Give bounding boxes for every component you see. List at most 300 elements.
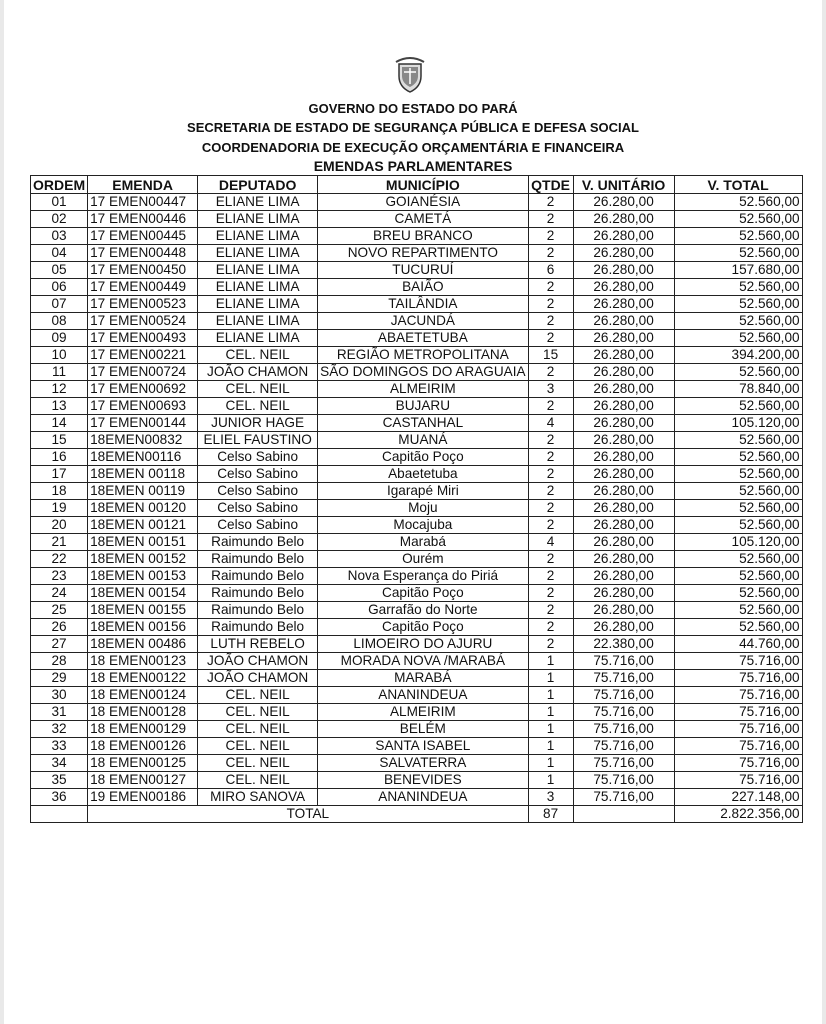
table-row (31, 245, 803, 262)
row-municipio: SANTA ISABEL (318, 738, 528, 755)
row-deputado: Raimundo Belo (198, 619, 318, 636)
total-label: TOTAL (88, 806, 528, 823)
row-municipio: SALVATERRA (318, 755, 528, 772)
row-ordem: 04 (31, 245, 88, 262)
table-row (31, 228, 803, 245)
row-municipio: BAIÃO (318, 279, 528, 296)
row-ordem: 03 (31, 228, 88, 245)
row-deputado: CEL. NEIL (198, 687, 318, 704)
row-valor-unitario: 26.280,00 (573, 279, 674, 296)
row-deputado: ELIEL FAUSTINO (198, 432, 318, 449)
row-ordem: 23 (31, 568, 88, 585)
row-municipio: ALMEIRIM (318, 704, 528, 721)
row-emenda: 18EMEN 00151 (88, 534, 198, 551)
table-row (31, 568, 803, 585)
row-deputado: JOÃO CHAMON (198, 670, 318, 687)
row-ordem: 32 (31, 721, 88, 738)
row-ordem: 28 (31, 653, 88, 670)
row-valor-total: 52.560,00 (674, 364, 802, 381)
row-emenda: 17 EMEN00446 (88, 211, 198, 228)
header-secretariat: SECRETARIA DE ESTADO DE SEGURANÇA PÚBLICA E DEFESA SOCIAL (187, 120, 639, 135)
row-qtde: 3 (528, 381, 573, 398)
table-row (31, 670, 803, 687)
row-municipio: TUCURUÍ (318, 262, 528, 279)
row-emenda: 19 EMEN00186 (88, 789, 198, 806)
row-qtde: 2 (528, 296, 573, 313)
row-municipio: Mocajuba (318, 517, 528, 534)
row-valor-total: 394.200,00 (674, 347, 802, 364)
row-valor-unitario: 26.280,00 (573, 364, 674, 381)
row-valor-unitario: 26.280,00 (573, 245, 674, 262)
row-deputado: Raimundo Belo (198, 568, 318, 585)
row-valor-unitario: 75.716,00 (573, 653, 674, 670)
row-ordem: 16 (31, 449, 88, 466)
table-row (31, 517, 803, 534)
column-header-emenda: EMENDA (88, 176, 198, 194)
row-deputado: Raimundo Belo (198, 602, 318, 619)
row-deputado: CEL. NEIL (198, 738, 318, 755)
row-municipio: MARABÁ (318, 670, 528, 687)
table-row (31, 687, 803, 704)
row-deputado: Raimundo Belo (198, 534, 318, 551)
table-row (31, 534, 803, 551)
row-municipio: GOIANÉSIA (318, 194, 528, 211)
row-ordem: 11 (31, 364, 88, 381)
total-spacer (31, 806, 88, 823)
row-deputado: ELIANE LIMA (198, 313, 318, 330)
row-deputado: ELIANE LIMA (198, 330, 318, 347)
row-municipio: Capitão Poço (318, 619, 528, 636)
row-emenda: 18EMEN00832 (88, 432, 198, 449)
row-ordem: 35 (31, 772, 88, 789)
table-row (31, 636, 803, 653)
row-emenda: 17 EMEN00693 (88, 398, 198, 415)
table-row (31, 551, 803, 568)
row-deputado: ELIANE LIMA (198, 228, 318, 245)
table-row (31, 279, 803, 296)
row-ordem: 08 (31, 313, 88, 330)
row-municipio: ALMEIRIM (318, 381, 528, 398)
table-row (31, 483, 803, 500)
row-emenda: 18EMEN 00155 (88, 602, 198, 619)
row-valor-total: 52.560,00 (674, 330, 802, 347)
row-valor-total: 52.560,00 (674, 194, 802, 211)
row-ordem: 12 (31, 381, 88, 398)
row-deputado: ELIANE LIMA (198, 245, 318, 262)
row-emenda: 17 EMEN00450 (88, 262, 198, 279)
table-row (31, 466, 803, 483)
row-ordem: 25 (31, 602, 88, 619)
row-municipio: Abaetetuba (318, 466, 528, 483)
row-valor-total: 75.716,00 (674, 772, 802, 789)
row-valor-total: 52.560,00 (674, 517, 802, 534)
row-municipio: Igarapé Miri (318, 483, 528, 500)
total-value: 2.822.356,00 (674, 806, 802, 823)
row-valor-unitario: 75.716,00 (573, 755, 674, 772)
table-row (31, 432, 803, 449)
row-qtde: 1 (528, 670, 573, 687)
row-qtde: 2 (528, 279, 573, 296)
row-ordem: 06 (31, 279, 88, 296)
row-valor-unitario: 26.280,00 (573, 381, 674, 398)
table-row (31, 313, 803, 330)
row-emenda: 18EMEN 00156 (88, 619, 198, 636)
row-emenda: 18 EMEN00122 (88, 670, 198, 687)
row-municipio: REGIÃO METROPOLITANA (318, 347, 528, 364)
row-emenda: 18 EMEN00124 (88, 687, 198, 704)
row-qtde: 1 (528, 704, 573, 721)
row-valor-unitario: 26.280,00 (573, 228, 674, 245)
row-valor-unitario: 26.280,00 (573, 313, 674, 330)
row-qtde: 2 (528, 194, 573, 211)
row-valor-total: 227.148,00 (674, 789, 802, 806)
row-emenda: 17 EMEN00445 (88, 228, 198, 245)
row-deputado: CEL. NEIL (198, 755, 318, 772)
row-emenda: 18EMEN 00118 (88, 466, 198, 483)
row-ordem: 22 (31, 551, 88, 568)
row-emenda: 18 EMEN00125 (88, 755, 198, 772)
row-municipio: Capitão Poço (318, 449, 528, 466)
row-qtde: 2 (528, 432, 573, 449)
table-row (31, 738, 803, 755)
row-qtde: 1 (528, 738, 573, 755)
row-emenda: 17 EMEN00447 (88, 194, 198, 211)
row-valor-total: 52.560,00 (674, 602, 802, 619)
row-valor-total: 75.716,00 (674, 687, 802, 704)
row-emenda: 17 EMEN00692 (88, 381, 198, 398)
table-row (31, 262, 803, 279)
row-deputado: ELIANE LIMA (198, 194, 318, 211)
row-municipio: Moju (318, 500, 528, 517)
row-valor-total: 52.560,00 (674, 313, 802, 330)
row-qtde: 2 (528, 585, 573, 602)
row-deputado: CEL. NEIL (198, 381, 318, 398)
row-qtde: 6 (528, 262, 573, 279)
row-municipio: ANANINDEUA (318, 789, 528, 806)
row-ordem: 18 (31, 483, 88, 500)
row-ordem: 34 (31, 755, 88, 772)
row-valor-total: 75.716,00 (674, 704, 802, 721)
row-valor-total: 52.560,00 (674, 551, 802, 568)
row-municipio: BUJARU (318, 398, 528, 415)
table-row (31, 602, 803, 619)
row-valor-unitario: 26.280,00 (573, 585, 674, 602)
row-qtde: 2 (528, 602, 573, 619)
row-qtde: 2 (528, 313, 573, 330)
row-valor-total: 52.560,00 (674, 228, 802, 245)
row-emenda: 18EMEN 00152 (88, 551, 198, 568)
total-unit-empty (573, 806, 674, 823)
row-ordem: 09 (31, 330, 88, 347)
row-valor-total: 78.840,00 (674, 381, 802, 398)
row-deputado: JOÃO CHAMON (198, 653, 318, 670)
row-ordem: 29 (31, 670, 88, 687)
row-valor-unitario: 26.280,00 (573, 534, 674, 551)
row-valor-unitario: 26.280,00 (573, 619, 674, 636)
row-municipio: NOVO REPARTIMENTO (318, 245, 528, 262)
row-qtde: 2 (528, 517, 573, 534)
row-municipio: SÃO DOMINGOS DO ARAGUAIA (318, 364, 528, 381)
state-coat-of-arms-icon (393, 54, 427, 94)
row-valor-unitario: 75.716,00 (573, 687, 674, 704)
row-valor-total: 52.560,00 (674, 245, 802, 262)
row-deputado: CEL. NEIL (198, 772, 318, 789)
row-municipio: BREU BRANCO (318, 228, 528, 245)
row-deputado: ELIANE LIMA (198, 279, 318, 296)
row-valor-unitario: 75.716,00 (573, 772, 674, 789)
table-row (31, 653, 803, 670)
row-emenda: 18EMEN 00153 (88, 568, 198, 585)
row-municipio: Capitão Poço (318, 585, 528, 602)
row-valor-total: 52.560,00 (674, 279, 802, 296)
row-valor-total: 75.716,00 (674, 721, 802, 738)
row-deputado: Celso Sabino (198, 500, 318, 517)
row-municipio: MORADA NOVA /MARABÁ (318, 653, 528, 670)
row-deputado: JUNIOR HAGE (198, 415, 318, 432)
column-header-valor-total: V. TOTAL (674, 176, 802, 194)
row-municipio: BENEVIDES (318, 772, 528, 789)
row-emenda: 17 EMEN00724 (88, 364, 198, 381)
table-header-row (31, 176, 803, 194)
row-valor-total: 75.716,00 (674, 653, 802, 670)
row-emenda: 18 EMEN00126 (88, 738, 198, 755)
row-valor-unitario: 26.280,00 (573, 432, 674, 449)
row-valor-unitario: 26.280,00 (573, 551, 674, 568)
column-header-valor-unitario: V. UNITÁRIO (573, 176, 674, 194)
row-valor-total: 75.716,00 (674, 738, 802, 755)
row-valor-unitario: 26.280,00 (573, 194, 674, 211)
row-valor-total: 52.560,00 (674, 449, 802, 466)
row-municipio: Nova Esperança do Piriá (318, 568, 528, 585)
amendments-table (30, 175, 803, 823)
header-government: GOVERNO DO ESTADO DO PARÁ (308, 101, 518, 116)
row-ordem: 10 (31, 347, 88, 364)
row-valor-unitario: 26.280,00 (573, 398, 674, 415)
row-ordem: 31 (31, 704, 88, 721)
row-valor-unitario: 26.280,00 (573, 483, 674, 500)
total-row (31, 806, 803, 823)
row-qtde: 15 (528, 347, 573, 364)
row-valor-unitario: 26.280,00 (573, 262, 674, 279)
table-row (31, 381, 803, 398)
row-emenda: 17 EMEN00524 (88, 313, 198, 330)
row-municipio: BELÉM (318, 721, 528, 738)
row-ordem: 26 (31, 619, 88, 636)
table-row (31, 296, 803, 313)
row-ordem: 27 (31, 636, 88, 653)
row-valor-unitario: 75.716,00 (573, 738, 674, 755)
row-municipio: CASTANHAL (318, 415, 528, 432)
row-emenda: 18EMEN 00486 (88, 636, 198, 653)
row-qtde: 1 (528, 755, 573, 772)
row-qtde: 2 (528, 483, 573, 500)
row-ordem: 02 (31, 211, 88, 228)
row-qtde: 2 (528, 568, 573, 585)
table-row (31, 500, 803, 517)
row-deputado: Raimundo Belo (198, 551, 318, 568)
row-valor-unitario: 26.280,00 (573, 602, 674, 619)
row-deputado: CEL. NEIL (198, 704, 318, 721)
row-valor-unitario: 26.280,00 (573, 211, 674, 228)
document-title: EMENDAS PARLAMENTARES (313, 158, 513, 174)
row-municipio: Ourém (318, 551, 528, 568)
row-valor-unitario: 75.716,00 (573, 704, 674, 721)
row-emenda: 18 EMEN00127 (88, 772, 198, 789)
row-municipio: JACUNDÁ (318, 313, 528, 330)
row-deputado: Celso Sabino (198, 449, 318, 466)
table-row (31, 194, 803, 211)
row-deputado: CEL. NEIL (198, 398, 318, 415)
table-row (31, 619, 803, 636)
column-header-deputado: DEPUTADO (198, 176, 318, 194)
row-valor-unitario: 22.380,00 (573, 636, 674, 653)
header-coordination: COORDENADORIA DE EXECUÇÃO ORÇAMENTÁRIA E FINANCEIRA (201, 140, 625, 155)
row-emenda: 17 EMEN00493 (88, 330, 198, 347)
row-qtde: 2 (528, 449, 573, 466)
row-valor-unitario: 26.280,00 (573, 415, 674, 432)
row-municipio: LIMOEIRO DO AJURU (318, 636, 528, 653)
row-emenda: 18EMEN 00119 (88, 483, 198, 500)
row-ordem: 07 (31, 296, 88, 313)
row-ordem: 01 (31, 194, 88, 211)
column-header-municipio: MUNICÍPIO (318, 176, 528, 194)
row-deputado: Celso Sabino (198, 483, 318, 500)
row-qtde: 2 (528, 364, 573, 381)
row-qtde: 2 (528, 211, 573, 228)
row-valor-total: 157.680,00 (674, 262, 802, 279)
row-municipio: MUANÁ (318, 432, 528, 449)
row-valor-unitario: 75.716,00 (573, 670, 674, 687)
total-qtde: 87 (528, 806, 573, 823)
table-row (31, 585, 803, 602)
row-valor-unitario: 75.716,00 (573, 789, 674, 806)
row-deputado: LUTH REBELO (198, 636, 318, 653)
row-valor-total: 52.560,00 (674, 500, 802, 517)
table-body (31, 194, 803, 806)
row-deputado: CEL. NEIL (198, 347, 318, 364)
row-qtde: 2 (528, 636, 573, 653)
table-row (31, 772, 803, 789)
row-valor-unitario: 26.280,00 (573, 449, 674, 466)
row-municipio: TAILÂNDIA (318, 296, 528, 313)
row-valor-total: 105.120,00 (674, 415, 802, 432)
row-qtde: 1 (528, 772, 573, 789)
row-emenda: 18EMEN00116 (88, 449, 198, 466)
row-emenda: 17 EMEN00523 (88, 296, 198, 313)
table-row (31, 755, 803, 772)
row-deputado: Celso Sabino (198, 517, 318, 534)
row-deputado: MIRO SANOVA (198, 789, 318, 806)
row-qtde: 2 (528, 500, 573, 517)
column-header-ordem: ORDEM (31, 176, 88, 194)
row-emenda: 17 EMEN00144 (88, 415, 198, 432)
row-valor-unitario: 26.280,00 (573, 517, 674, 534)
row-qtde: 3 (528, 789, 573, 806)
row-qtde: 2 (528, 551, 573, 568)
row-emenda: 18 EMEN00123 (88, 653, 198, 670)
row-ordem: 20 (31, 517, 88, 534)
row-emenda: 18 EMEN00129 (88, 721, 198, 738)
row-valor-unitario: 26.280,00 (573, 466, 674, 483)
row-emenda: 17 EMEN00448 (88, 245, 198, 262)
row-qtde: 1 (528, 653, 573, 670)
table-row (31, 704, 803, 721)
row-valor-unitario: 26.280,00 (573, 330, 674, 347)
row-deputado: Celso Sabino (198, 466, 318, 483)
table-row (31, 449, 803, 466)
row-emenda: 18 EMEN00128 (88, 704, 198, 721)
table-row (31, 211, 803, 228)
row-emenda: 18EMEN 00120 (88, 500, 198, 517)
row-valor-total: 52.560,00 (674, 585, 802, 602)
table-row (31, 789, 803, 806)
row-valor-total: 75.716,00 (674, 670, 802, 687)
table-row (31, 347, 803, 364)
row-qtde: 2 (528, 619, 573, 636)
row-municipio: CAMETÁ (318, 211, 528, 228)
row-qtde: 2 (528, 228, 573, 245)
row-valor-unitario: 26.280,00 (573, 296, 674, 313)
row-valor-total: 105.120,00 (674, 534, 802, 551)
row-valor-total: 52.560,00 (674, 568, 802, 585)
row-deputado: JOÃO CHAMON (198, 364, 318, 381)
row-valor-unitario: 26.280,00 (573, 347, 674, 364)
row-emenda: 17 EMEN00221 (88, 347, 198, 364)
row-qtde: 4 (528, 534, 573, 551)
row-valor-unitario: 26.280,00 (573, 500, 674, 517)
row-emenda: 18EMEN 00121 (88, 517, 198, 534)
row-valor-total: 44.760,00 (674, 636, 802, 653)
row-valor-total: 52.560,00 (674, 398, 802, 415)
row-ordem: 21 (31, 534, 88, 551)
column-header-qtde: QTDE (528, 176, 573, 194)
row-municipio: ABAETETUBA (318, 330, 528, 347)
row-valor-total: 52.560,00 (674, 211, 802, 228)
row-ordem: 17 (31, 466, 88, 483)
row-valor-unitario: 75.716,00 (573, 721, 674, 738)
row-emenda: 18EMEN 00154 (88, 585, 198, 602)
table-row (31, 398, 803, 415)
row-qtde: 2 (528, 245, 573, 262)
row-ordem: 33 (31, 738, 88, 755)
row-ordem: 15 (31, 432, 88, 449)
row-ordem: 19 (31, 500, 88, 517)
row-deputado: Raimundo Belo (198, 585, 318, 602)
row-valor-unitario: 26.280,00 (573, 568, 674, 585)
row-ordem: 14 (31, 415, 88, 432)
row-qtde: 1 (528, 687, 573, 704)
table-row (31, 415, 803, 432)
row-qtde: 1 (528, 721, 573, 738)
table-row (31, 721, 803, 738)
table-row (31, 364, 803, 381)
row-valor-total: 52.560,00 (674, 619, 802, 636)
row-emenda: 17 EMEN00449 (88, 279, 198, 296)
row-ordem: 36 (31, 789, 88, 806)
row-ordem: 24 (31, 585, 88, 602)
row-qtde: 2 (528, 330, 573, 347)
row-deputado: ELIANE LIMA (198, 211, 318, 228)
row-valor-total: 52.560,00 (674, 296, 802, 313)
row-ordem: 30 (31, 687, 88, 704)
row-qtde: 2 (528, 466, 573, 483)
row-valor-total: 52.560,00 (674, 466, 802, 483)
row-ordem: 05 (31, 262, 88, 279)
row-valor-total: 52.560,00 (674, 483, 802, 500)
table-row (31, 330, 803, 347)
row-municipio: ANANINDEUA (318, 687, 528, 704)
row-valor-total: 75.716,00 (674, 755, 802, 772)
